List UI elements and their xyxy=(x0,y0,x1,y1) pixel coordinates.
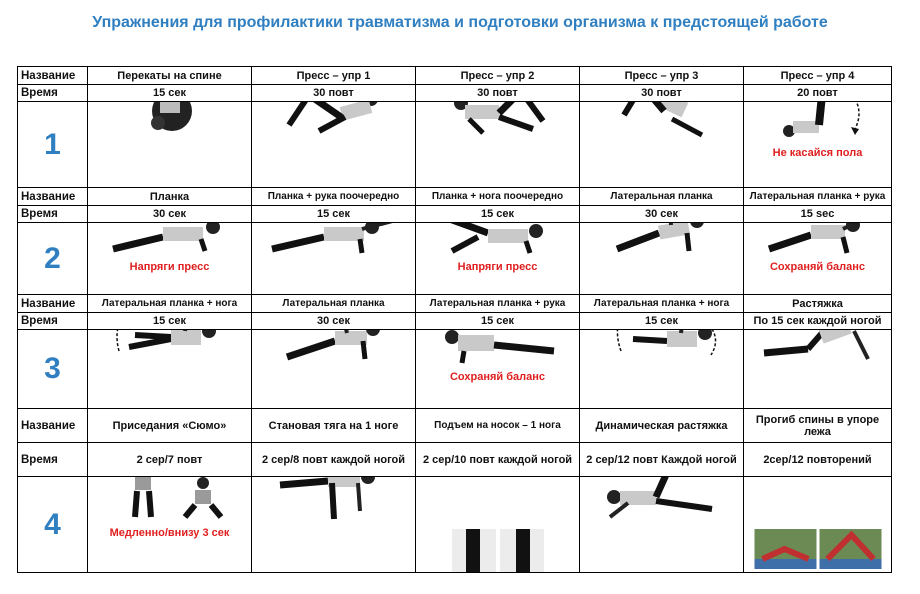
table-row xyxy=(18,477,892,573)
exercise-table xyxy=(17,66,892,573)
time-label: Время xyxy=(18,313,88,330)
side-plank-figure xyxy=(279,330,389,366)
exercise-name: Латеральная планка + рука xyxy=(744,188,892,206)
table-row xyxy=(18,409,892,443)
exercise-name: Пресс – упр 3 xyxy=(580,67,744,85)
back-arch-image-2 xyxy=(819,529,881,569)
exercise-note: Сохраняй баланс xyxy=(769,260,865,273)
side-plank-arm-figure xyxy=(763,223,873,255)
exercise-time: 15 сек xyxy=(416,313,580,330)
exercise-name: Латеральная планка + рука xyxy=(416,295,580,313)
block-number: 3 xyxy=(18,330,88,409)
exercise-name: Становая тяга на 1 ноге xyxy=(252,409,416,443)
exercise-note: Напряги пресс xyxy=(129,260,210,273)
single-leg-deadlift-figure xyxy=(274,477,394,521)
exercise-time: 2 сер/10 повт каждой ногой xyxy=(416,443,580,477)
exercise-time: 30 сек xyxy=(88,206,252,223)
table-row xyxy=(18,206,892,223)
exercise-time: 2 сер/8 повт каждой ногой xyxy=(252,443,416,477)
back-arch-image-1 xyxy=(754,529,816,569)
exercise-name: Пресс – упр 2 xyxy=(416,67,580,85)
exercise-time: 2 сер/12 повт Каждой ногой xyxy=(580,443,744,477)
exercise-name: Динамическая растяжка xyxy=(580,409,744,443)
leg-raise-figure xyxy=(763,102,873,141)
exercise-name: Планка xyxy=(88,188,252,206)
exercise-time: 30 сек xyxy=(252,313,416,330)
crunch-figure xyxy=(279,102,389,141)
calf-raise-image-right xyxy=(500,529,544,573)
exercise-name: Пресс – упр 1 xyxy=(252,67,416,85)
side-plank-arm-figure xyxy=(438,330,558,366)
exercise-note: Не касайся пола xyxy=(772,146,863,159)
exercise-time: 30 повт xyxy=(416,85,580,102)
exercise-note: Сохраняй баланс xyxy=(449,371,545,383)
crunch-figure xyxy=(612,102,712,141)
exercise-time: 30 сек xyxy=(580,206,744,223)
exercise-time: 15 сек xyxy=(580,313,744,330)
crunch-figure xyxy=(443,102,553,141)
sumo-squat-figure xyxy=(115,477,225,521)
exercise-name: Приседания «Сюмо» xyxy=(88,409,252,443)
exercise-name: Пресс – упр 4 xyxy=(744,67,892,85)
table-row xyxy=(18,313,892,330)
exercise-time: 30 повт xyxy=(252,85,416,102)
exercise-name: Подъем на носок – 1 нога xyxy=(416,409,580,443)
table-row xyxy=(18,330,892,409)
exercise-time: 15 сек xyxy=(252,206,416,223)
exercise-note: Напряги пресс xyxy=(457,260,538,273)
name-label: Название xyxy=(18,188,88,206)
exercise-name: Перекаты на спине xyxy=(88,67,252,85)
name-label: Название xyxy=(18,409,88,443)
stretch-figure xyxy=(758,330,878,366)
table-row xyxy=(18,85,892,102)
side-plank-leg-figure xyxy=(597,330,727,366)
table-row xyxy=(18,67,892,85)
exercise-time: 15 sec xyxy=(744,206,892,223)
exercise-time: 15 сек xyxy=(416,206,580,223)
plank-figure xyxy=(105,223,235,255)
exercise-name: Латеральная планка xyxy=(580,188,744,206)
back-arch-image-3 xyxy=(754,572,816,573)
table-row xyxy=(18,223,892,295)
calf-raise-image-left xyxy=(452,529,496,573)
exercise-time: 15 сек xyxy=(88,85,252,102)
side-plank-figure xyxy=(607,223,717,255)
exercise-name: Планка + рука поочередно xyxy=(252,188,416,206)
exercise-time: 15 сек xyxy=(88,313,252,330)
block-number: 4 xyxy=(18,477,88,573)
back-roll-figure xyxy=(130,102,210,141)
time-label: Время xyxy=(18,206,88,223)
exercise-time: 20 повт xyxy=(744,85,892,102)
exercise-name: Латеральная планка + нога xyxy=(88,295,252,313)
back-arch-image-4 xyxy=(819,572,881,573)
dynamic-stretch-figure xyxy=(602,477,722,521)
block-number: 2 xyxy=(18,223,88,295)
plank-leg-figure xyxy=(438,223,558,255)
name-label: Название xyxy=(18,295,88,313)
exercise-time: По 15 сек каждой ногой xyxy=(744,313,892,330)
plank-arm-figure xyxy=(264,223,404,255)
exercise-name: Прогиб спины в упоре лежа xyxy=(744,409,892,443)
page-title: Упражнения для профилактики травматизма и подготовки организма к предстоящей работе xyxy=(92,14,828,31)
exercise-time: 2сер/12 повторений xyxy=(744,443,892,477)
exercise-name: Растяжка xyxy=(744,295,892,313)
table-row xyxy=(18,443,892,477)
time-label: Время xyxy=(18,443,88,477)
exercise-time: 30 повт xyxy=(580,85,744,102)
time-label: Время xyxy=(18,85,88,102)
exercise-name: Латеральная планка xyxy=(252,295,416,313)
table-row xyxy=(18,188,892,206)
name-label: Название xyxy=(18,67,88,85)
table-row xyxy=(18,102,892,188)
exercise-note: Медленно/внизу 3 сек xyxy=(109,526,230,539)
exercise-name: Планка + нога поочередно xyxy=(416,188,580,206)
exercise-time: 2 сер/7 повт xyxy=(88,443,252,477)
table-row xyxy=(18,295,892,313)
side-plank-leg-figure xyxy=(105,330,235,366)
block-number: 1 xyxy=(18,102,88,188)
exercise-name: Латеральная планка + нога xyxy=(580,295,744,313)
